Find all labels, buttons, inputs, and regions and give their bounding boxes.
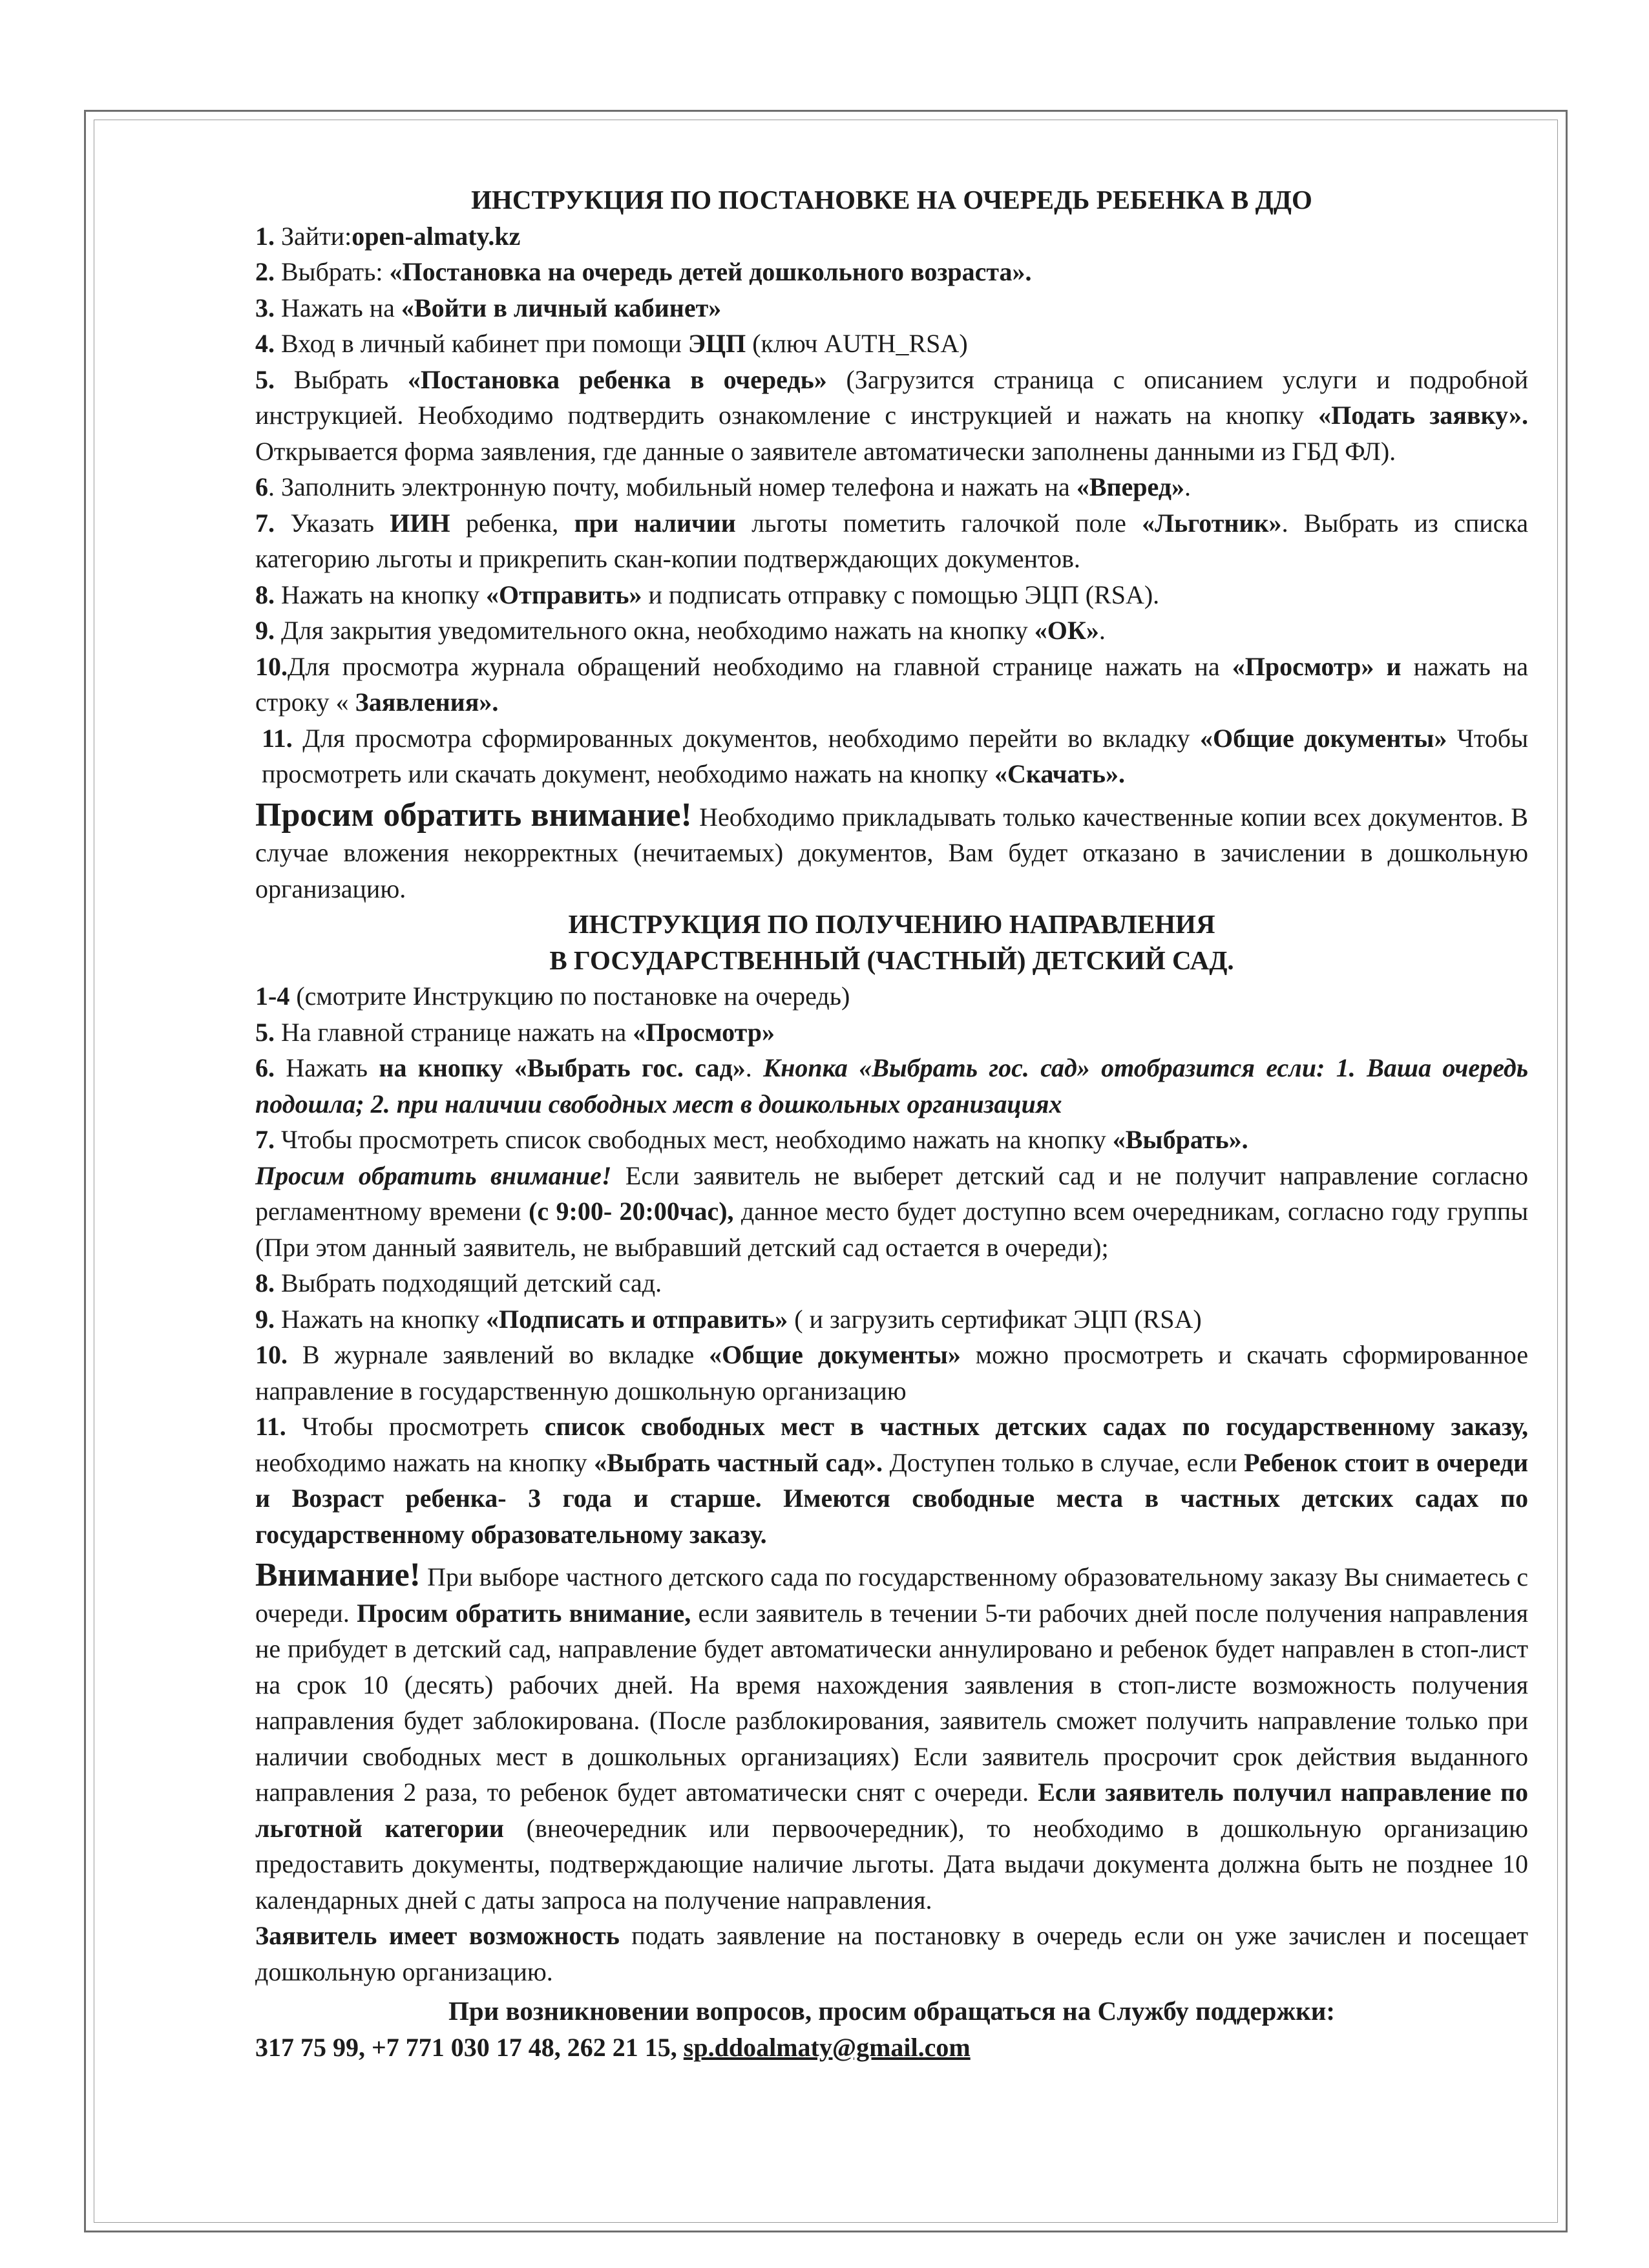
title-referral-instruction-line2: В ГОСУДАРСТВЕННЫЙ (ЧАСТНЫЙ) ДЕТСКИЙ САД. [549,945,1234,975]
ref-step-1-4: 1-4 (смотрите Инструкцию по постановке на очередь) [255,982,850,1011]
step-11: 11. Для просмотра сформированных документов, необходимо перейти во вкладку «Общие документы» Чтобы просмотреть или скачать документ, необходимо нажать на кнопку «Скачать». [262,723,1529,788]
step-8: 8. Нажать на кнопку «Отправить» и подписать отправку с помощью ЭЦП (RSA). [255,580,1160,609]
ref-step-6: 6. Нажать на кнопку «Выбрать гос. сад». Кнопка «Выбрать гос. сад» отобразится если: 1. Ваша очередь подошла; 2. при наличии свободных мест в дошкольных организациях [255,1053,1529,1118]
support-email-link[interactable]: sp.ddoalmaty@gmail.com [683,2032,971,2062]
title-referral-instruction: ИНСТРУКЦИЯ ПО ПОЛУЧЕНИЮ НАПРАВЛЕНИЯ [568,909,1215,939]
step-6: 6. Заполнить электронную почту, мобильный номер телефона и нажать на «Вперед». [255,472,1191,501]
step-1: 1. Зайти:open-almaty.kz [255,221,521,251]
support-contacts: 317 75 99, +7 771 030 17 48, 262 21 15, sp.ddoalmaty@gmail.com [255,2032,971,2062]
ref-step-9: 9. Нажать на кнопку «Подписать и отправить» ( и загрузить сертификат ЭЦП (RSA) [255,1304,1202,1334]
attention-note: Просим обратить внимание! Необходимо прикладывать только качественные копии всех документов. В случае вложения некорректных (нечитаемых) документов, Вам будет отказано в зачислении в дошкольную организацию. [255,796,1528,903]
document-body [255,182,1528,2065]
step-9: 9. Для закрытия уведомительного окна, необходимо нажать на кнопку «ОК». [255,616,1106,645]
enrolled-applicant-note: Заявитель имеет возможность подать заявление на постановку в очередь если он уже зачислен и посещает дошкольную организацию. [255,1921,1528,1986]
ref-step-5: 5. На главной странице нажать на «Просмотр» [255,1017,775,1047]
step-5: 5. Выбрать «Постановка ребенка в очередь» (Загрузится страница с описанием услуги и подробной инструкцией. Необходимо подтвердить ознакомление с инструкцией и нажать на кнопку «Подать заявку». Открывается форма заявления, где данные о заявителе автоматически заполнены данными из ГБД ФЛ). [255,364,1528,466]
step-7: 7. Указать ИИН ребенка, при наличии льготы пометить галочкой поле «Льготник». Выбрать из списка категорию льготы и прикрепить скан-копии подтверждающих документов. [255,508,1528,573]
support-title: При возникновении вопросов, просим обращаться на Службу поддержки: [448,1996,1336,2026]
ref-step-8: 8. Выбрать подходящий детский сад. [255,1268,662,1297]
step-3: 3. Нажать на «Войти в личный кабинет» [255,293,722,322]
step-2: 2. Выбрать: «Постановка на очередь детей дошкольного возраста». [255,257,1032,286]
title-queue-instruction: ИНСТРУКЦИЯ ПО ПОСТАНОВКЕ НА ОЧЕРЕДЬ РЕБЕНКА В ДДО [471,185,1312,215]
ref-step-7: 7. Чтобы просмотреть список свободных мест, необходимо нажать на кнопку «Выбрать». [255,1125,1248,1154]
private-garden-warning: Внимание! При выборе частного детского сада по государственному образовательному заказу Вы снимаетесь с очереди. Просим обратить внимание, если заявитель в течении 5-ти рабочих дней после получения направления не прибудет в детский сад, направление будет автоматически аннулировано и ребенок будет направлен в стоп-лист на срок 10 (десять) рабочих дней. На время нахождения заявления в стоп-листе возможность получения направления будет заблокирована. (После разблокирования, заявитель сможет получить направление только при наличии свободных мест в дошкольных организациях) Если заявитель просрочит срок действия выданного направления 2 раза, то ребенок будет автоматически снят с очереди. Если заявитель получил направление по льготной категории (внеочередник или первоочередник), то необходимо в дошкольную организацию предоставить документы, подтверждающие наличие льготы. Дата выдачи документа должна быть не позднее 10 календарных дней с даты запроса на получение направления. [255,1557,1529,1915]
step-4: 4. Вход в личный кабинет при помощи ЭЦП (ключ AUTH_RSA) [255,329,968,358]
step-10: 10.Для просмотра журнала обращений необходимо на главной странице нажать на «Просмотр» и нажать на строку « Заявления». [255,651,1529,717]
ref-step-7-note: Просим обратить внимание! Если заявитель не выберет детский сад и не получит направление согласно регламентному времени (с 9:00- 20:00час), данное место будет доступно всем очередникам, согласно году группы (При этом данный заявитель, не выбравший детский сад остается в очереди); [255,1160,1529,1262]
ref-step-11: 11. Чтобы просмотреть список свободных мест в частных детских садах по государственному заказу, необходимо нажать на кнопку «Выбрать частный сад». Доступен только в случае, если Ребенок стоит в очереди и Возраст ребенка- 3 года и старше. Имеются свободные места в частных детских садах по государственному образовательному заказу. [255,1412,1528,1549]
ref-step-10: 10. В журнале заявлений во вкладке «Общие документы» можно просмотреть и скачать сформированное направление в государственную дошкольную организацию [255,1340,1529,1405]
